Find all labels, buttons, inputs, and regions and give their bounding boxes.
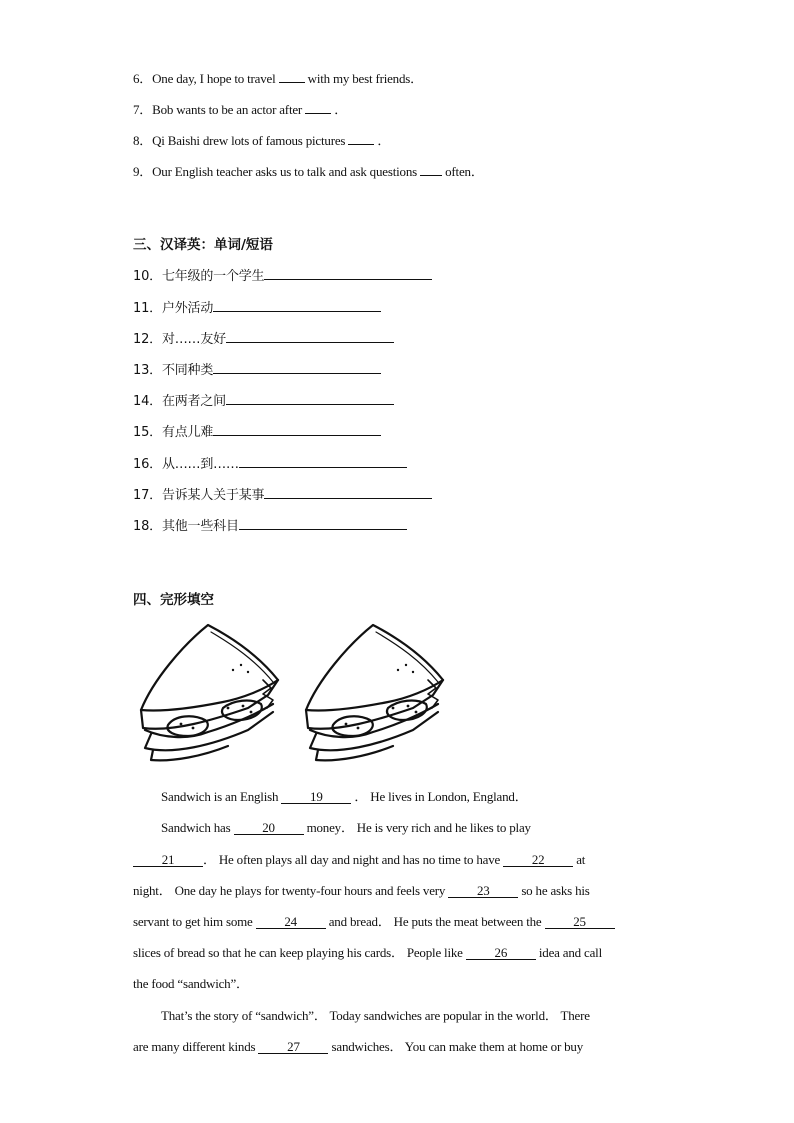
question-text: Our English teacher asks us to talk and ask questions bbox=[152, 164, 417, 179]
passage-line-6 bbox=[133, 942, 602, 961]
passage-line-8: That’s the story of “sandwich”． Today sandwiches are popular in the world． There bbox=[161, 1008, 590, 1023]
section-3-heading: 三、汉译英：单词/短语 bbox=[133, 237, 273, 253]
passage-text: money． He is very rich and he likes to play bbox=[306, 820, 531, 835]
question-text-after: with my best friends． bbox=[307, 71, 423, 86]
question-number: 17． bbox=[133, 488, 162, 503]
passage-text: sandwiches． You can make them at home or buy bbox=[331, 1039, 584, 1054]
question-16 bbox=[133, 453, 407, 472]
question-6 bbox=[133, 68, 423, 87]
answer-blank[interactable] bbox=[226, 330, 394, 343]
passage-text: Sandwich has bbox=[161, 820, 231, 835]
passage-text: so he asks his bbox=[521, 883, 590, 898]
answer-blank[interactable] bbox=[213, 299, 381, 312]
question-text: 不同种类 bbox=[161, 363, 214, 378]
answer-blank[interactable] bbox=[279, 70, 305, 83]
passage-text: at bbox=[576, 852, 586, 867]
question-8 bbox=[133, 130, 390, 149]
question-text: 其他一些科目 bbox=[161, 519, 239, 534]
question-text-after: ． bbox=[377, 133, 391, 148]
question-number: 9． bbox=[133, 164, 153, 179]
blank-23[interactable]: 23 bbox=[448, 884, 518, 898]
question-text-after: often． bbox=[445, 164, 484, 179]
answer-blank[interactable] bbox=[239, 455, 407, 468]
question-13 bbox=[133, 359, 381, 378]
question-number: 18． bbox=[133, 519, 162, 534]
passage-line-1 bbox=[161, 786, 528, 805]
blank-24[interactable]: 24 bbox=[256, 915, 326, 929]
answer-blank[interactable] bbox=[420, 163, 442, 176]
question-text: 户外活动 bbox=[161, 301, 214, 316]
blank-22[interactable]: 22 bbox=[503, 853, 573, 867]
answer-blank[interactable] bbox=[239, 517, 407, 530]
passage-text: Sandwich is an English bbox=[161, 789, 279, 804]
question-7 bbox=[133, 99, 347, 118]
sandwich-illustration-left bbox=[133, 620, 283, 770]
answer-blank[interactable] bbox=[264, 486, 432, 499]
passage-line-9 bbox=[133, 1036, 583, 1055]
answer-blank[interactable] bbox=[305, 101, 331, 114]
section-4-heading: 四、完形填空 bbox=[133, 592, 214, 608]
question-number: 10． bbox=[133, 269, 162, 284]
passage-line-7: the food “sandwich”． bbox=[133, 976, 249, 991]
blank-20[interactable]: 20 bbox=[234, 821, 304, 835]
question-text: 告诉某人关于某事 bbox=[161, 488, 265, 503]
question-12 bbox=[133, 328, 394, 347]
question-17 bbox=[133, 484, 432, 503]
answer-blank[interactable] bbox=[213, 361, 381, 374]
question-10 bbox=[133, 265, 432, 284]
passage-text: and bread． He puts the meat between the bbox=[328, 914, 542, 929]
answer-blank[interactable] bbox=[226, 392, 394, 405]
passage-text: ． He often plays all day and night and has no time to have bbox=[203, 852, 501, 867]
question-text: 七年级的一个学生 bbox=[161, 269, 265, 284]
question-number: 13． bbox=[133, 363, 162, 378]
answer-blank[interactable] bbox=[348, 132, 374, 145]
passage-line-2 bbox=[161, 817, 531, 836]
question-number: 8． bbox=[133, 133, 153, 148]
passage-line-5 bbox=[133, 911, 615, 930]
question-14 bbox=[133, 390, 394, 409]
passage-text: ． He lives in London, England． bbox=[354, 789, 528, 804]
passage-text: idea and call bbox=[538, 945, 602, 960]
question-text-after: ． bbox=[334, 102, 347, 117]
question-number: 14． bbox=[133, 394, 162, 409]
sandwich-illustration-right bbox=[298, 620, 448, 770]
answer-blank[interactable] bbox=[213, 423, 381, 436]
passage-line-3 bbox=[133, 849, 585, 868]
question-text: 在两者之间 bbox=[161, 394, 226, 409]
question-number: 16． bbox=[133, 457, 162, 472]
question-text: Qi Baishi drew lots of famous pictures bbox=[152, 133, 346, 148]
question-text: 从……到…… bbox=[161, 457, 239, 472]
blank-21[interactable]: 21 bbox=[133, 853, 203, 867]
blank-19[interactable]: 19 bbox=[281, 790, 351, 804]
passage-text: night． One day he plays for twenty-four hours and feels very bbox=[133, 883, 446, 898]
passage-text: slices of bread so that he can keep playing his cards． People like bbox=[133, 945, 463, 960]
question-number: 7． bbox=[133, 102, 153, 117]
question-11 bbox=[133, 297, 381, 316]
blank-27[interactable]: 27 bbox=[258, 1040, 328, 1054]
passage-text: servant to get him some bbox=[133, 914, 253, 929]
question-number: 12． bbox=[133, 332, 162, 347]
passage-text: are many different kinds bbox=[133, 1039, 256, 1054]
question-number: 15． bbox=[133, 425, 162, 440]
question-text: 有点儿难 bbox=[161, 425, 214, 440]
question-15 bbox=[133, 421, 381, 440]
passage-line-4 bbox=[133, 880, 590, 899]
question-text: One day, I hope to travel bbox=[152, 71, 276, 86]
question-9 bbox=[133, 161, 484, 180]
blank-26[interactable]: 26 bbox=[466, 946, 536, 960]
blank-25[interactable]: 25 bbox=[545, 915, 615, 929]
answer-blank[interactable] bbox=[264, 267, 432, 280]
question-number: 6． bbox=[133, 71, 153, 86]
question-18 bbox=[133, 515, 407, 534]
question-number: 11． bbox=[133, 301, 162, 316]
question-text: 对……友好 bbox=[161, 332, 226, 347]
question-text: Bob wants to be an actor after bbox=[152, 102, 303, 117]
